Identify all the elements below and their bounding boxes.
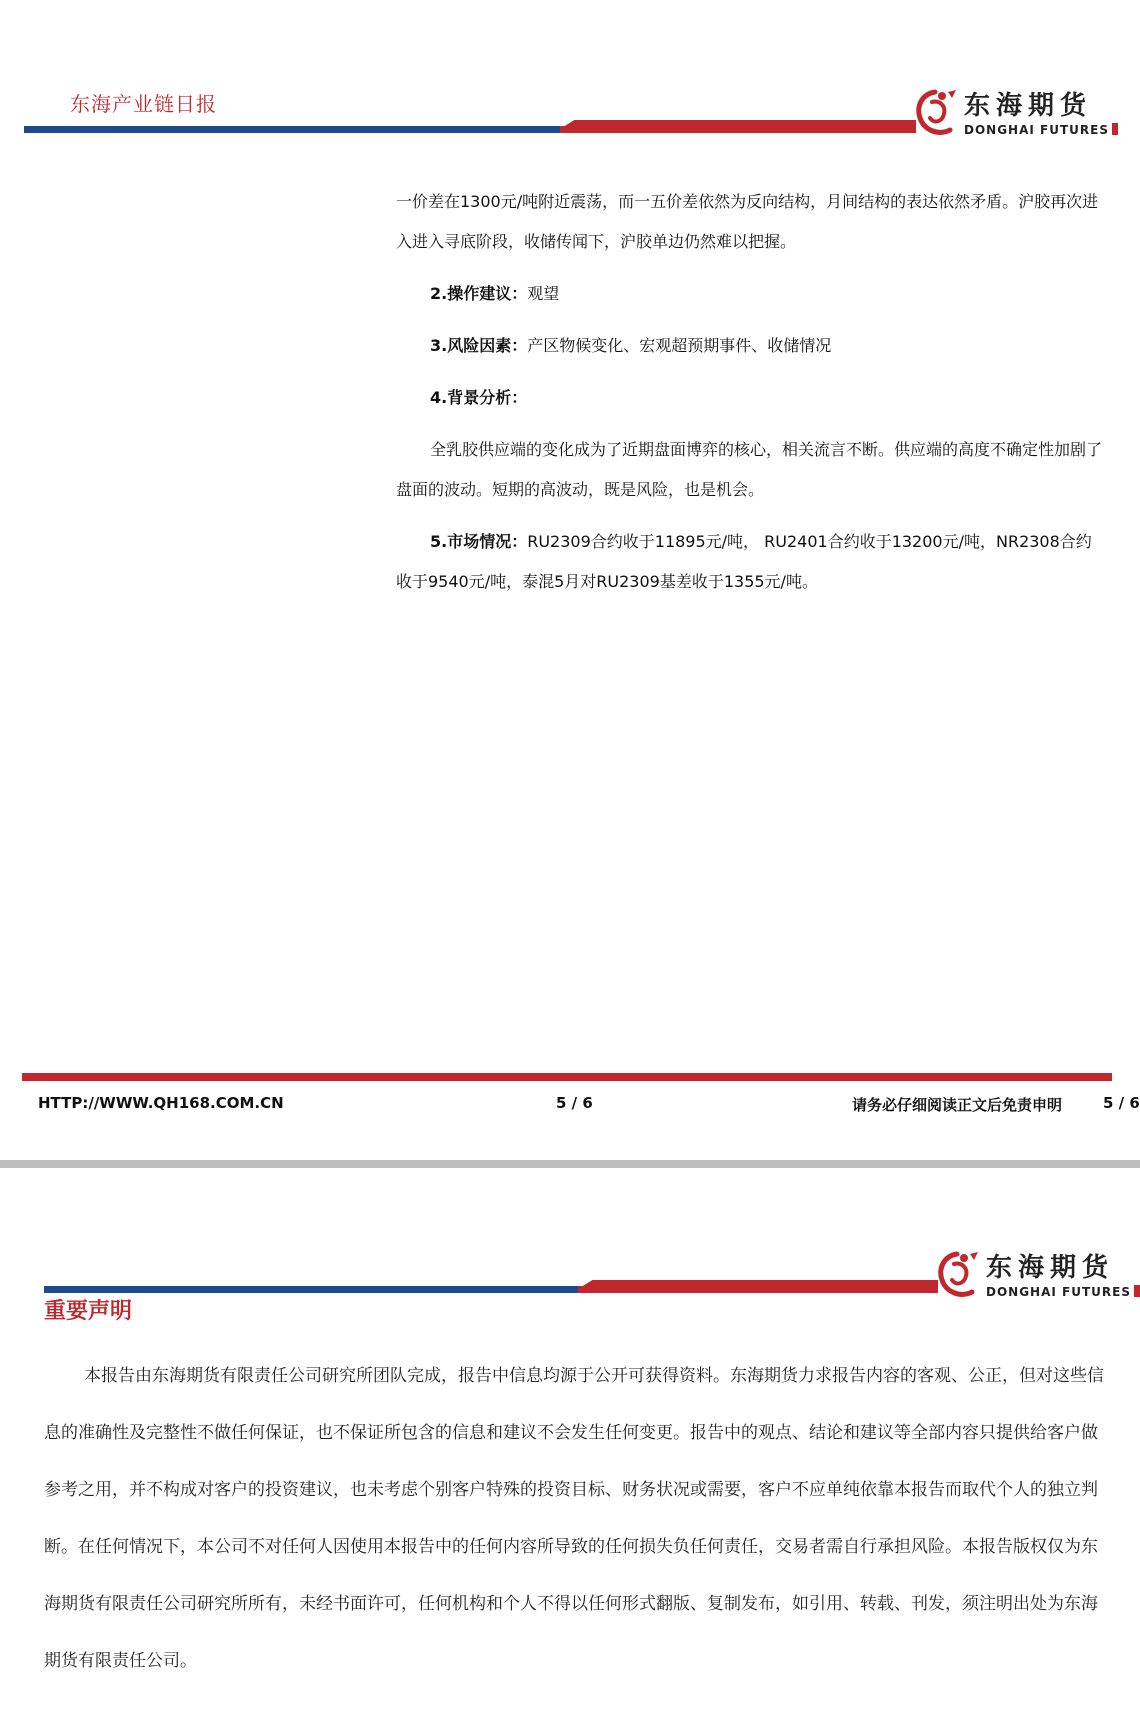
background-analysis-label: 4.背景分析： (430, 388, 528, 407)
important-statement-text: 本报告由东海期货有限责任公司研究所团队完成，报告中信息均源于公开可获得资料。东海期货力求报告内容的客观、公正，但对这些信息的准确性及完整性不做任何保证，也不保证所包含的信息和建议不会发生任何变更。报告中的观点、结论和建议等全部内容只提供给客户做参考之用，并不构成对客户的投资建议，也未考虑个别客户特殊的投资目标、财务状况或需要，客户不应单纯依靠本报告而取代个人的独立判断。在任何情况下，本公司不对任何人因使用本报告中的任何内容所导致的任何损失负任何责任，交易者需自行承担风险。本报告版权仅为东海期货有限责任公司研究所所有，未经书面许可，任何机构和个人不得以任何形式翻版、复制发布，如引用、转载、刊发，须注明出处为东海期货有限责任公司。 (44, 1366, 1104, 1671)
dragon-logo-icon (912, 88, 958, 140)
background-analysis-text: 全乳胶供应端的变化成为了近期盘面博弈的核心，相关流言不断。供应端的高度不确定性加剧了盘面的波动。短期的高波动，既是风险，也是机会。 (396, 440, 1103, 499)
paragraph-continuation: 一价差在1300元/吨附近震荡，而一五价差依然为反向结构，月间结构的表达依然矛盾。沪胶再次进入进入寻底阶段，收储传闻下，沪胶单边仍然难以把握。 (396, 192, 1099, 251)
logo-english-name: DONGHAI FUTURES (964, 122, 1109, 137)
risk-factors-text: 产区物候变化、宏观超预期事件、收储情况 (527, 336, 832, 355)
header-bar-blue (44, 1286, 584, 1293)
operation-advice (396, 274, 1104, 314)
operation-advice-text: 观望 (527, 284, 560, 303)
logo-chinese-name: 东海期货 (986, 1252, 1115, 1283)
page-6 (0, 1168, 1140, 1725)
header-bar-red-tail (560, 126, 916, 133)
logo-accent-block (1112, 123, 1118, 135)
footer-bar (22, 1073, 1112, 1081)
logo-english-name: DONGHAI FUTURES (986, 1284, 1131, 1299)
logo-chinese-name: 东海期货 (964, 90, 1093, 121)
footer-website-link[interactable]: HTTP://WWW.QH168.COM.CN (38, 1094, 284, 1112)
market-situation-text: RU2309合约收于11895元/吨， RU2401合约收于13200元/吨，NR2308合约收于9540元/吨，泰混5月对RU2309基差收于1355元/吨。 (396, 532, 1092, 591)
risk-factors-label: 3.风险因素： (430, 336, 528, 355)
dragon-logo-icon (934, 1250, 980, 1302)
header-bar-blue (24, 126, 564, 133)
market-situation (396, 522, 1104, 602)
report-header-title: 东海产业链日报 (70, 92, 217, 116)
header-bar-red-tail (578, 1286, 938, 1293)
risk-factors (396, 326, 1104, 366)
page-separator (0, 1160, 1140, 1168)
background-analysis-heading (396, 378, 1104, 418)
report-body (396, 182, 1104, 602)
important-statement-title: 重要声明 (44, 1298, 133, 1324)
footer-page-number: 5 / 6 (556, 1094, 593, 1112)
company-logo (912, 88, 1118, 140)
market-situation-label: 5.市场情况： (430, 532, 528, 551)
logo-accent-block (1134, 1285, 1140, 1297)
operation-advice-label: 2.操作建议： (430, 284, 528, 303)
company-logo (934, 1250, 1140, 1302)
footer-disclaimer-note: 请务必仔细阅读正文后免责申明 (852, 1096, 1063, 1114)
footer-page-number-right: 5 / 6 (1103, 1094, 1140, 1112)
